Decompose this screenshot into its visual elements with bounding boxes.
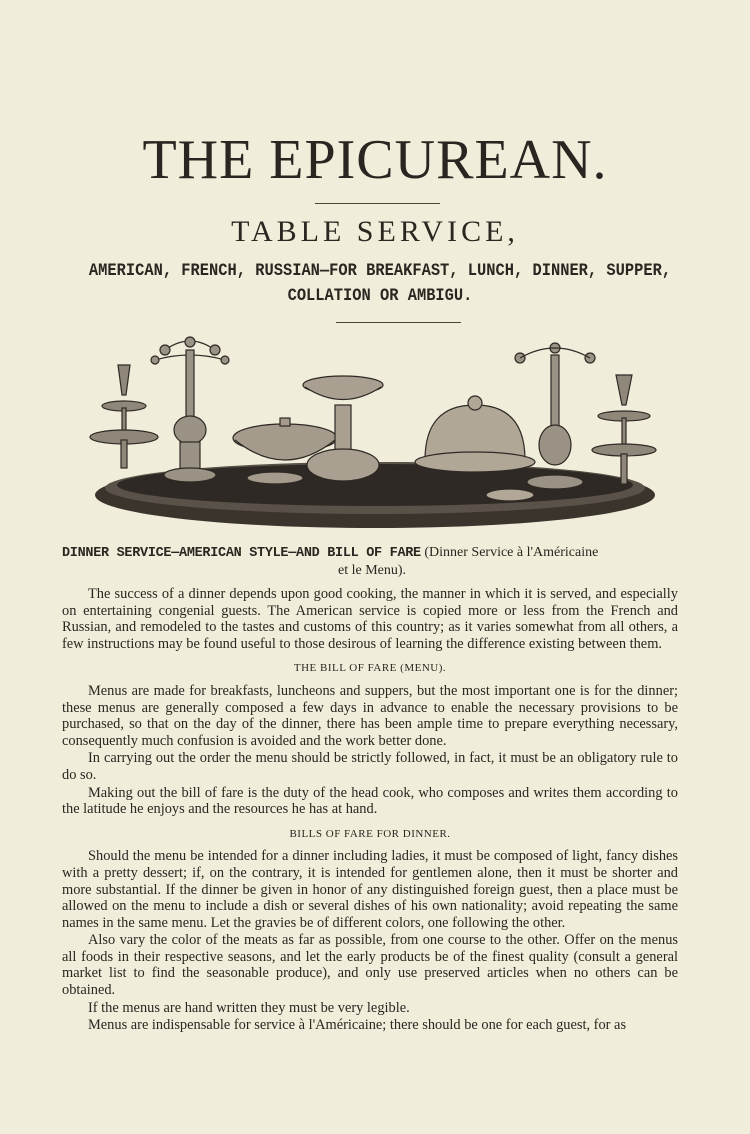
caption-line2: et le Menu).: [337, 563, 407, 578]
paragraph-colors: Also vary the color of the meats as far as possible, from one course to the other. Offer on the menus all foods in their respective seasons, and let the early products be of the finest quality (consult a general market list to find the seasonable produce), and only use preserved articles when no others can be obtained.: [62, 932, 678, 999]
figure-caption: [62, 544, 682, 579]
subtitle-rule: [336, 322, 461, 323]
paragraph-legible: If the menus are hand written they must be very legible.: [88, 999, 410, 1016]
page-body: [62, 586, 678, 1035]
intro-paragraph: The success of a dinner depends upon good cooking, the manner in which it is served, and especially on entertaining congenial guests. The American service is copied more or less from the French and Russian, and remodeled to the tastes and customs of this country; as it varies somewhat from all others, a few instructions may be found useful to those desirous of learning the difference existing between them.: [62, 586, 678, 652]
paragraph-indispensable: Menus are indispensable for service à l'Américaine; there should be one for each guest, for as: [88, 1017, 627, 1034]
paragraph-menus: Menus are made for breakfasts, luncheons and suppers, but the most important one is for the dinner; these menus are generally composed a few days in advance to enable the necessary provisions to be purchased, so that on the day of the dinner, there has been ample time to prepare everything necessary, consequently much confusion is avoided and the work better done.: [62, 682, 678, 749]
caption-french: (Dinner Service à l'Américaine: [424, 545, 599, 560]
section-title: TABLE SERVICE,: [231, 215, 519, 248]
page-title: THE EPICUREAN.: [142, 129, 608, 191]
dinner-service-illustration: [80, 330, 670, 540]
heading-bill-of-fare: THE BILL OF FARE (MENU).: [293, 662, 447, 675]
caption-main: DINNER SERVICE—AMERICAN STYLE—AND BILL OF FARE: [62, 546, 421, 561]
title-rule: [315, 203, 440, 204]
paragraph-ladies: Should the menu be intended for a dinner including ladies, it must be composed of light, fancy dishes with a pretty dessert; if, on the contrary, it is intended for gentlemen alone, then it must be shorter and more substantial. If the dinner be given in honor of any distinguished foreign guest, then a place must be allowed on the menu to include a dish or several dishes of his own nationality; avoid repeating the same names in the same menu. Let the gravies be of different colors, one following the other.: [62, 848, 678, 931]
service-styles-line: AMERICAN, FRENCH, RUSSIAN—FOR BREAKFAST, LUNCH, DINNER, SUPPER, COLLATION OR AMBIGU.: [88, 261, 672, 306]
paragraph-head-cook: Making out the bill of fare is the duty of the head cook, who composes and writes them according to the latitude he enjoys and the resources he has at hand.: [62, 784, 678, 818]
paragraph-order: In carrying out the order the menu should be strictly followed, in fact, it must be an obligatory rule to do so.: [62, 750, 678, 783]
heading-bills-for-dinner: BILLS OF FARE FOR DINNER.: [289, 827, 451, 840]
